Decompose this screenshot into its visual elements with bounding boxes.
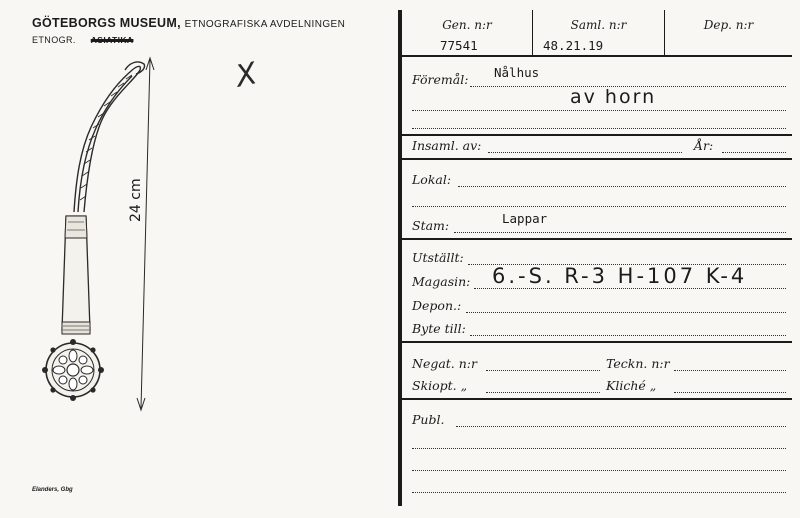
gen-label: Gen. n:r xyxy=(442,18,492,32)
saml-value: 48.21.19 xyxy=(543,38,604,53)
insaml-label: Insaml. av: xyxy=(412,138,482,153)
saml-number-cell xyxy=(533,10,664,55)
stam-label: Stam: xyxy=(412,218,450,233)
foremal-label: Föremål: xyxy=(412,72,469,87)
utstallt-label: Utställt: xyxy=(412,250,464,265)
dotted-line xyxy=(674,370,786,371)
dotted-line xyxy=(474,288,786,289)
dep-number-cell xyxy=(665,10,792,55)
foremal-value: Nålhus xyxy=(494,65,540,80)
byte-label: Byte till: xyxy=(412,321,466,336)
dotted-line xyxy=(486,392,600,393)
section-rule xyxy=(402,134,792,136)
header-rule xyxy=(402,55,792,57)
dotted-line xyxy=(454,232,786,233)
museum-name: GÖTEBORGS MUSEUM, xyxy=(32,16,181,30)
dotted-line xyxy=(412,492,786,493)
stam-value: Lappar xyxy=(502,211,548,226)
dotted-line xyxy=(412,128,786,129)
gen-value: 77541 xyxy=(440,38,478,53)
magasin-label: Magasin: xyxy=(412,274,471,289)
dotted-line xyxy=(412,448,786,449)
dotted-line xyxy=(466,312,786,313)
section-label: ETNOGR. xyxy=(32,35,76,45)
kliche-label: Kliché „ xyxy=(606,378,657,393)
dotted-line xyxy=(412,470,786,471)
dotted-line xyxy=(722,152,786,153)
magasin-handwritten-location: 6.-S. R-3 H-107 K-4 xyxy=(492,264,748,288)
dotted-line xyxy=(456,426,786,427)
dotted-line xyxy=(486,370,600,371)
dotted-line xyxy=(674,392,786,393)
dotted-line xyxy=(488,152,682,153)
corner-mark: X xyxy=(232,56,260,95)
section-rule xyxy=(402,341,792,343)
section-rule xyxy=(402,238,792,240)
skiopt-label: Skiopt. „ xyxy=(412,378,468,393)
dotted-line xyxy=(470,335,786,336)
printer-imprint: Elanders, Gbg xyxy=(32,487,73,493)
ar-label: År: xyxy=(694,138,714,153)
dotted-line xyxy=(412,206,786,207)
negat-label: Negat. n:r xyxy=(412,356,477,371)
publ-label: Publ. xyxy=(412,412,445,427)
catalog-card xyxy=(398,10,792,506)
dotted-line xyxy=(458,186,786,187)
gen-number-cell xyxy=(402,10,532,55)
saml-label: Saml. n:r xyxy=(570,18,627,32)
depon-label: Depon.: xyxy=(412,298,462,313)
struck-section: ASIATIKA xyxy=(90,35,134,45)
foremal-handwritten-note: av horn xyxy=(570,86,657,108)
section-rule xyxy=(402,158,792,160)
dep-label: Dep. n:r xyxy=(703,18,754,32)
lokal-label: Lokal: xyxy=(412,172,452,187)
teckn-label: Teckn. n:r xyxy=(606,356,670,371)
department-name: ETNOGRAFISKA AVDELNINGEN xyxy=(184,19,346,30)
size-annotation: 24 cm xyxy=(128,178,144,222)
dotted-line xyxy=(412,110,786,111)
section-rule xyxy=(402,398,792,400)
